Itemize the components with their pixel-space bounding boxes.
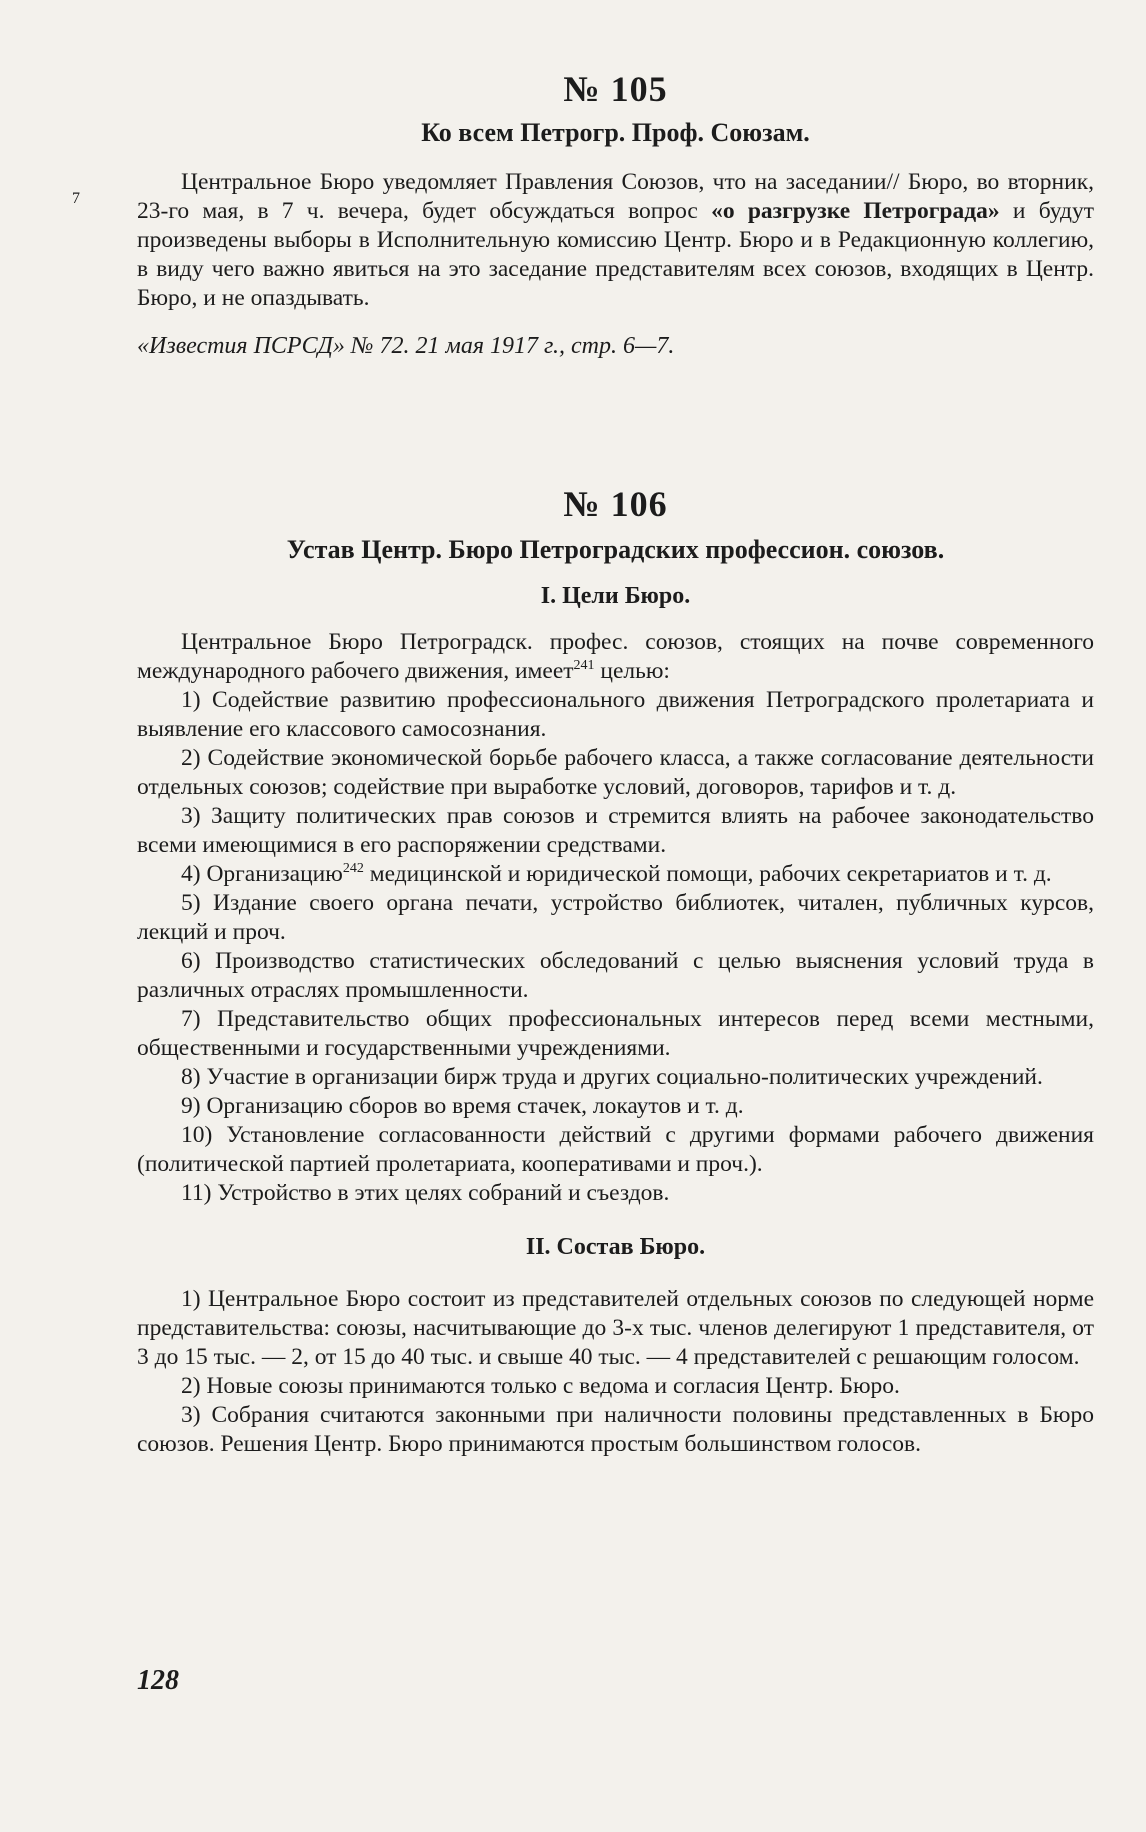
section-1-intro-end: целью: [594,658,670,684]
list-item: 8) Участие в организации бирж труда и других социально-политических учреждений. [181,1064,1043,1090]
list-item: 1) Центральное Бюро состоит из представителей отдельных союзов по следующей норме представительства: союзы, насчитывающие до 3-х тыс. членов делегируют 1 представителя, от 3 до 15 тыс. — 2, от 15 до 40 тыс. и свыше 40 тыс. — 4 представителей с решающим голосом. [137,1286,1094,1370]
list-item-4-text: 4) Организацию [181,861,343,887]
section-1-intro-text: Центральное Бюро Петроградск. профес. союзов, стоящих на почве современного международного рабочего движения, имеет [137,629,1094,684]
list-item: 11) Устройство в этих целях собраний и съездов. [181,1180,670,1206]
list-item-4 [137,860,1094,889]
list-item: 9) Организацию сборов во время стачек, локаутов и т. д. [181,1093,744,1119]
list-item: 10) Установление согласованности действий с другими формами рабочего движения (политической партией пролетариата, кооперативами и проч.). [137,1122,1094,1177]
footnote-242: 242 [342,861,364,877]
doc-105-source: «Известия ПСРСД» № 72. 21 мая 1917 г., стр. 6—7. [137,333,675,359]
section-1-title: I. Цели Бюро. [540,583,691,609]
doc-105-body [137,168,1094,313]
doc-105-title: Ко всем Петрогр. Проф. Союзам. [421,118,810,147]
footnote-241: 241 [573,658,595,674]
doc-106-title: Устав Центр. Бюро Петроградских профессион. союзов. [286,535,945,564]
margin-note: 7 [72,190,80,207]
list-item-4-end: медицинской и юридической помощи, рабочих секретариатов и т. д. [363,861,1052,887]
page-number: 128 [137,1665,179,1696]
list-item: 6) Производство статистических обследований с целью выяснения условий труда в различных отраслях промышленности. [137,948,1094,1003]
list-item: 3) Собрания считаются законными при наличности половины представленных в Бюро союзов. Решения Центр. Бюро принимаются простым большинством голосов. [137,1402,1094,1457]
list-item: 7) Представительство общих профессиональных интересов перед всеми местными, общественными и государственными учреждениями. [137,1006,1094,1061]
section-1-intro [137,628,1094,686]
section-2-title: II. Состав Бюро. [525,1234,706,1260]
doc-105-number: № 105 [563,69,668,109]
list-item: 3) Защиту политических прав союзов и стремится влиять на рабочее законодательство всеми имеющимися в его распоряжении средствами. [137,803,1094,858]
doc-105-body-bold: «о разгрузке Петрограда» [711,198,1000,224]
list-item: 5) Издание своего органа печати, устройство библиотек, читален, публичных курсов, лекций и проч. [137,890,1094,945]
list-item: 1) Содействие развитию профессионального движения Петроградского пролетариата и выявление его классового самосознания. [137,687,1094,742]
list-item: 2) Новые союзы принимаются только с ведома и согласия Центр. Бюро. [181,1373,900,1399]
doc-106 [137,483,1094,1459]
doc-106-number: № 106 [563,484,668,524]
doc-105-body-part1: Центральное Бюро уведомляет Правления Союзов, что на заседании// Бюро, во вторник, 23-го мая, в 7 ч. вечера, будет обсуждаться вопрос [137,169,1094,224]
doc-105 [137,68,1094,360]
doc-105-body-part2: и будут произведены выборы в Исполнительную комиссию Центр. Бюро и в Редакционную коллегию, в виду чего важно явиться на это заседание представителям всех союзов, входящих в Центр. Бюро, и не опаздывать. [137,198,1095,311]
list-item: 2) Содействие экономической борьбе рабочего класса, а также согласование деятельности отдельных союзов; содействие при выработке условий, договоров, тарифов и т. д. [137,745,1094,800]
